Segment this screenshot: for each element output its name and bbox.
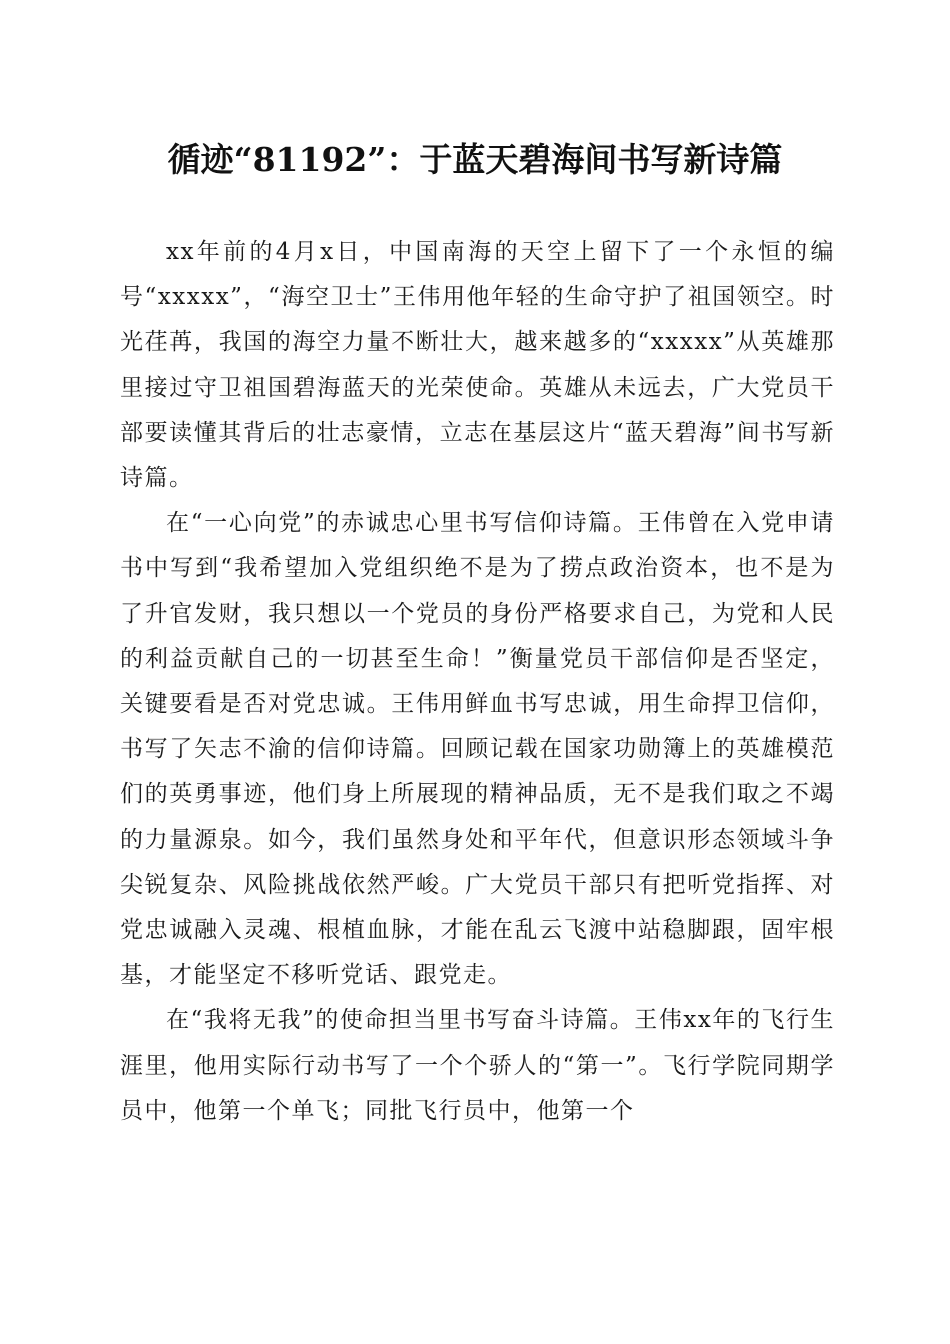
paragraph-intro: xx年前的4月x日，中国南海的天空上留下了一个永恒的编号“xxxxx”，“海空卫士”王伟用他年轻的生命守护了祖国领空。时光荏苒，我国的海空力量不断壮大，越来越多的“xxxxx”从英雄那里接过守卫祖国碧海蓝天的光荣使命。英雄从未远去，广大党员干部要读懂其背后的壮志豪情，立志在基层这片“蓝天碧海”间书写新诗篇。	[120, 239, 835, 492]
paragraph-mission: 在“我将无我”的使命担当里书写奋斗诗篇。王伟xx年的飞行生涯里，他用实际行动书写了一个个骄人的“第一”。飞行学院同期学员中，他第一个单飞；同批飞行员中，他第一个	[120, 1007, 835, 1124]
paragraph-faith: 在“一心向党”的赤诚忠心里书写信仰诗篇。王伟曾在入党申请书中写到“我希望加入党组织绝不是为了捞点政治资本，也不是为了升官发财，我只想以一个党员的身份严格要求自己，为党和人民的利益贡献自己的一切甚至生命！”衡量党员干部信仰是否坚定，关键要看是否对党忠诚。王伟用鲜血书写忠诚，用生命捍卫信仰，书写了矢志不渝的信仰诗篇。回顾记载在国家功勋簿上的英雄模范们的英勇事迹，他们身上所展现的精神品质，无不是我们取之不竭的力量源泉。如今，我们虽然身处和平年代，但意识形态领域斗争尖锐复杂、风险挑战依然严峻。广大党员干部只有把听党指挥、对党忠诚融入灵魂、根植血脉，才能在乱云飞渡中站稳脚跟，固牢根基，才能坚定不移听党话、跟党走。	[120, 510, 835, 989]
document-body	[120, 230, 835, 1134]
document-title: 循迹“81192”：于蓝天碧海间书写新诗篇	[167, 140, 783, 179]
